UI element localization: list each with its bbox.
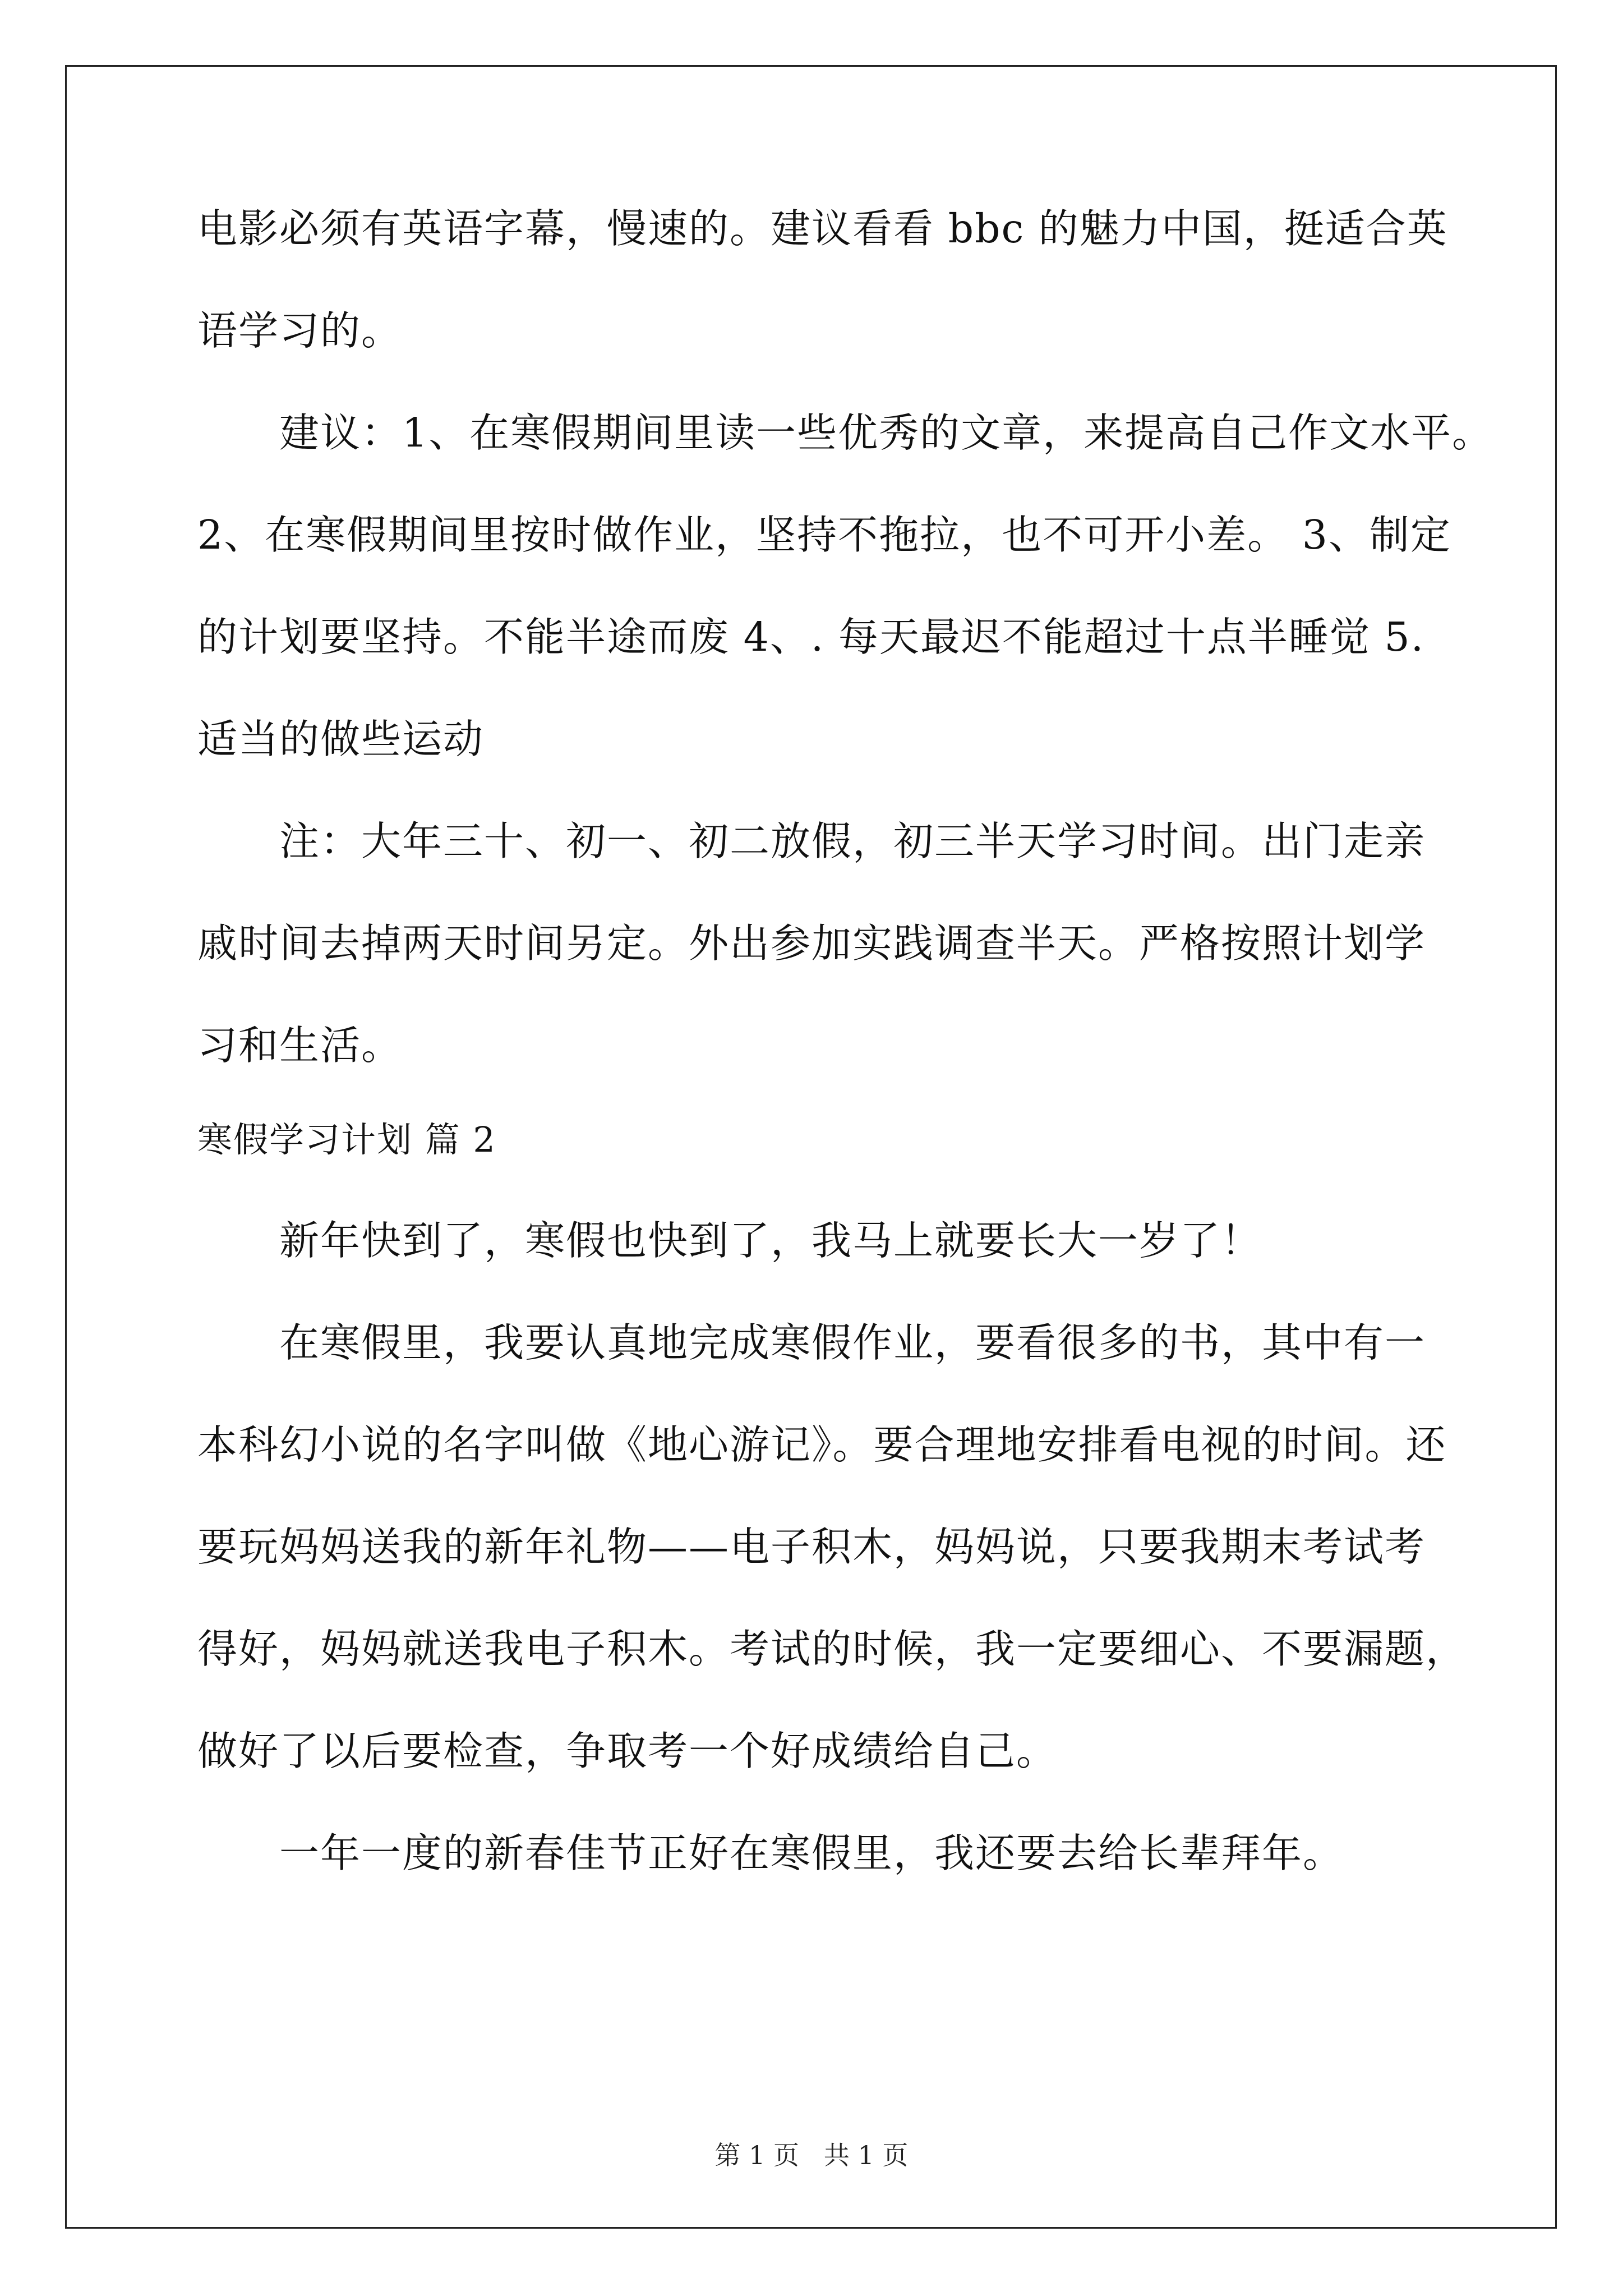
paragraph-start-line: 注：大年三十、初一、初二放假，初三半天学习时间。出门走亲 bbox=[279, 818, 1426, 864]
text-line: 适当的做些运动 bbox=[197, 716, 485, 762]
text-line: 得好，妈妈就送我电子积木。考试的时候，我一定要细心、不要漏题， bbox=[197, 1626, 1467, 1672]
paragraph-start-line: 建议：1、在寒假期间里读一些优秀的文章，来提高自己作文水平。 bbox=[279, 409, 1493, 456]
paragraph-start-line: 一年一度的新春佳节正好在寒假里，我还要去给长辈拜年。 bbox=[279, 1830, 1344, 1876]
paragraph-start-line: 新年快到了，寒假也快到了，我马上就要长大一岁了！ bbox=[279, 1217, 1262, 1264]
page-footer: 第 1 页 共 1 页 bbox=[714, 2140, 909, 2170]
text-line: 做好了以后要检查，争取考一个好成绩给自己。 bbox=[197, 1728, 1058, 1774]
text-line: 戚时间去掉两天时间另定。外出参加实践调查半天。严格按照计划学 bbox=[197, 920, 1426, 967]
text-line: 的计划要坚持。不能半途而废 4、. 每天最迟不能超过十点半睡觉 5. bbox=[197, 614, 1425, 660]
paragraph-start-line: 在寒假里，我要认真地完成寒假作业，要看很多的书，其中有一 bbox=[279, 1319, 1426, 1366]
text-line: 要玩妈妈送我的新年礼物——电子积木，妈妈说，只要我期末考试考 bbox=[197, 1524, 1426, 1570]
text-line: 电影必须有英语字幕，慢速的。建议看看 bbc 的魅力中国，挺适合英 bbox=[197, 205, 1448, 252]
text-line: 本科幻小说的名字叫做《地心游记》。要合理地安排看电视的时间。还 bbox=[197, 1421, 1447, 1468]
text-line: 2、在寒假期间里按时做作业，坚持不拖拉，也不可开小差。 3、制定 bbox=[197, 512, 1451, 558]
text-line: 语学习的。 bbox=[197, 307, 403, 354]
text-line: 习和生活。 bbox=[197, 1022, 403, 1069]
section-heading: 寒假学习计划 篇 2 bbox=[197, 1119, 496, 1160]
